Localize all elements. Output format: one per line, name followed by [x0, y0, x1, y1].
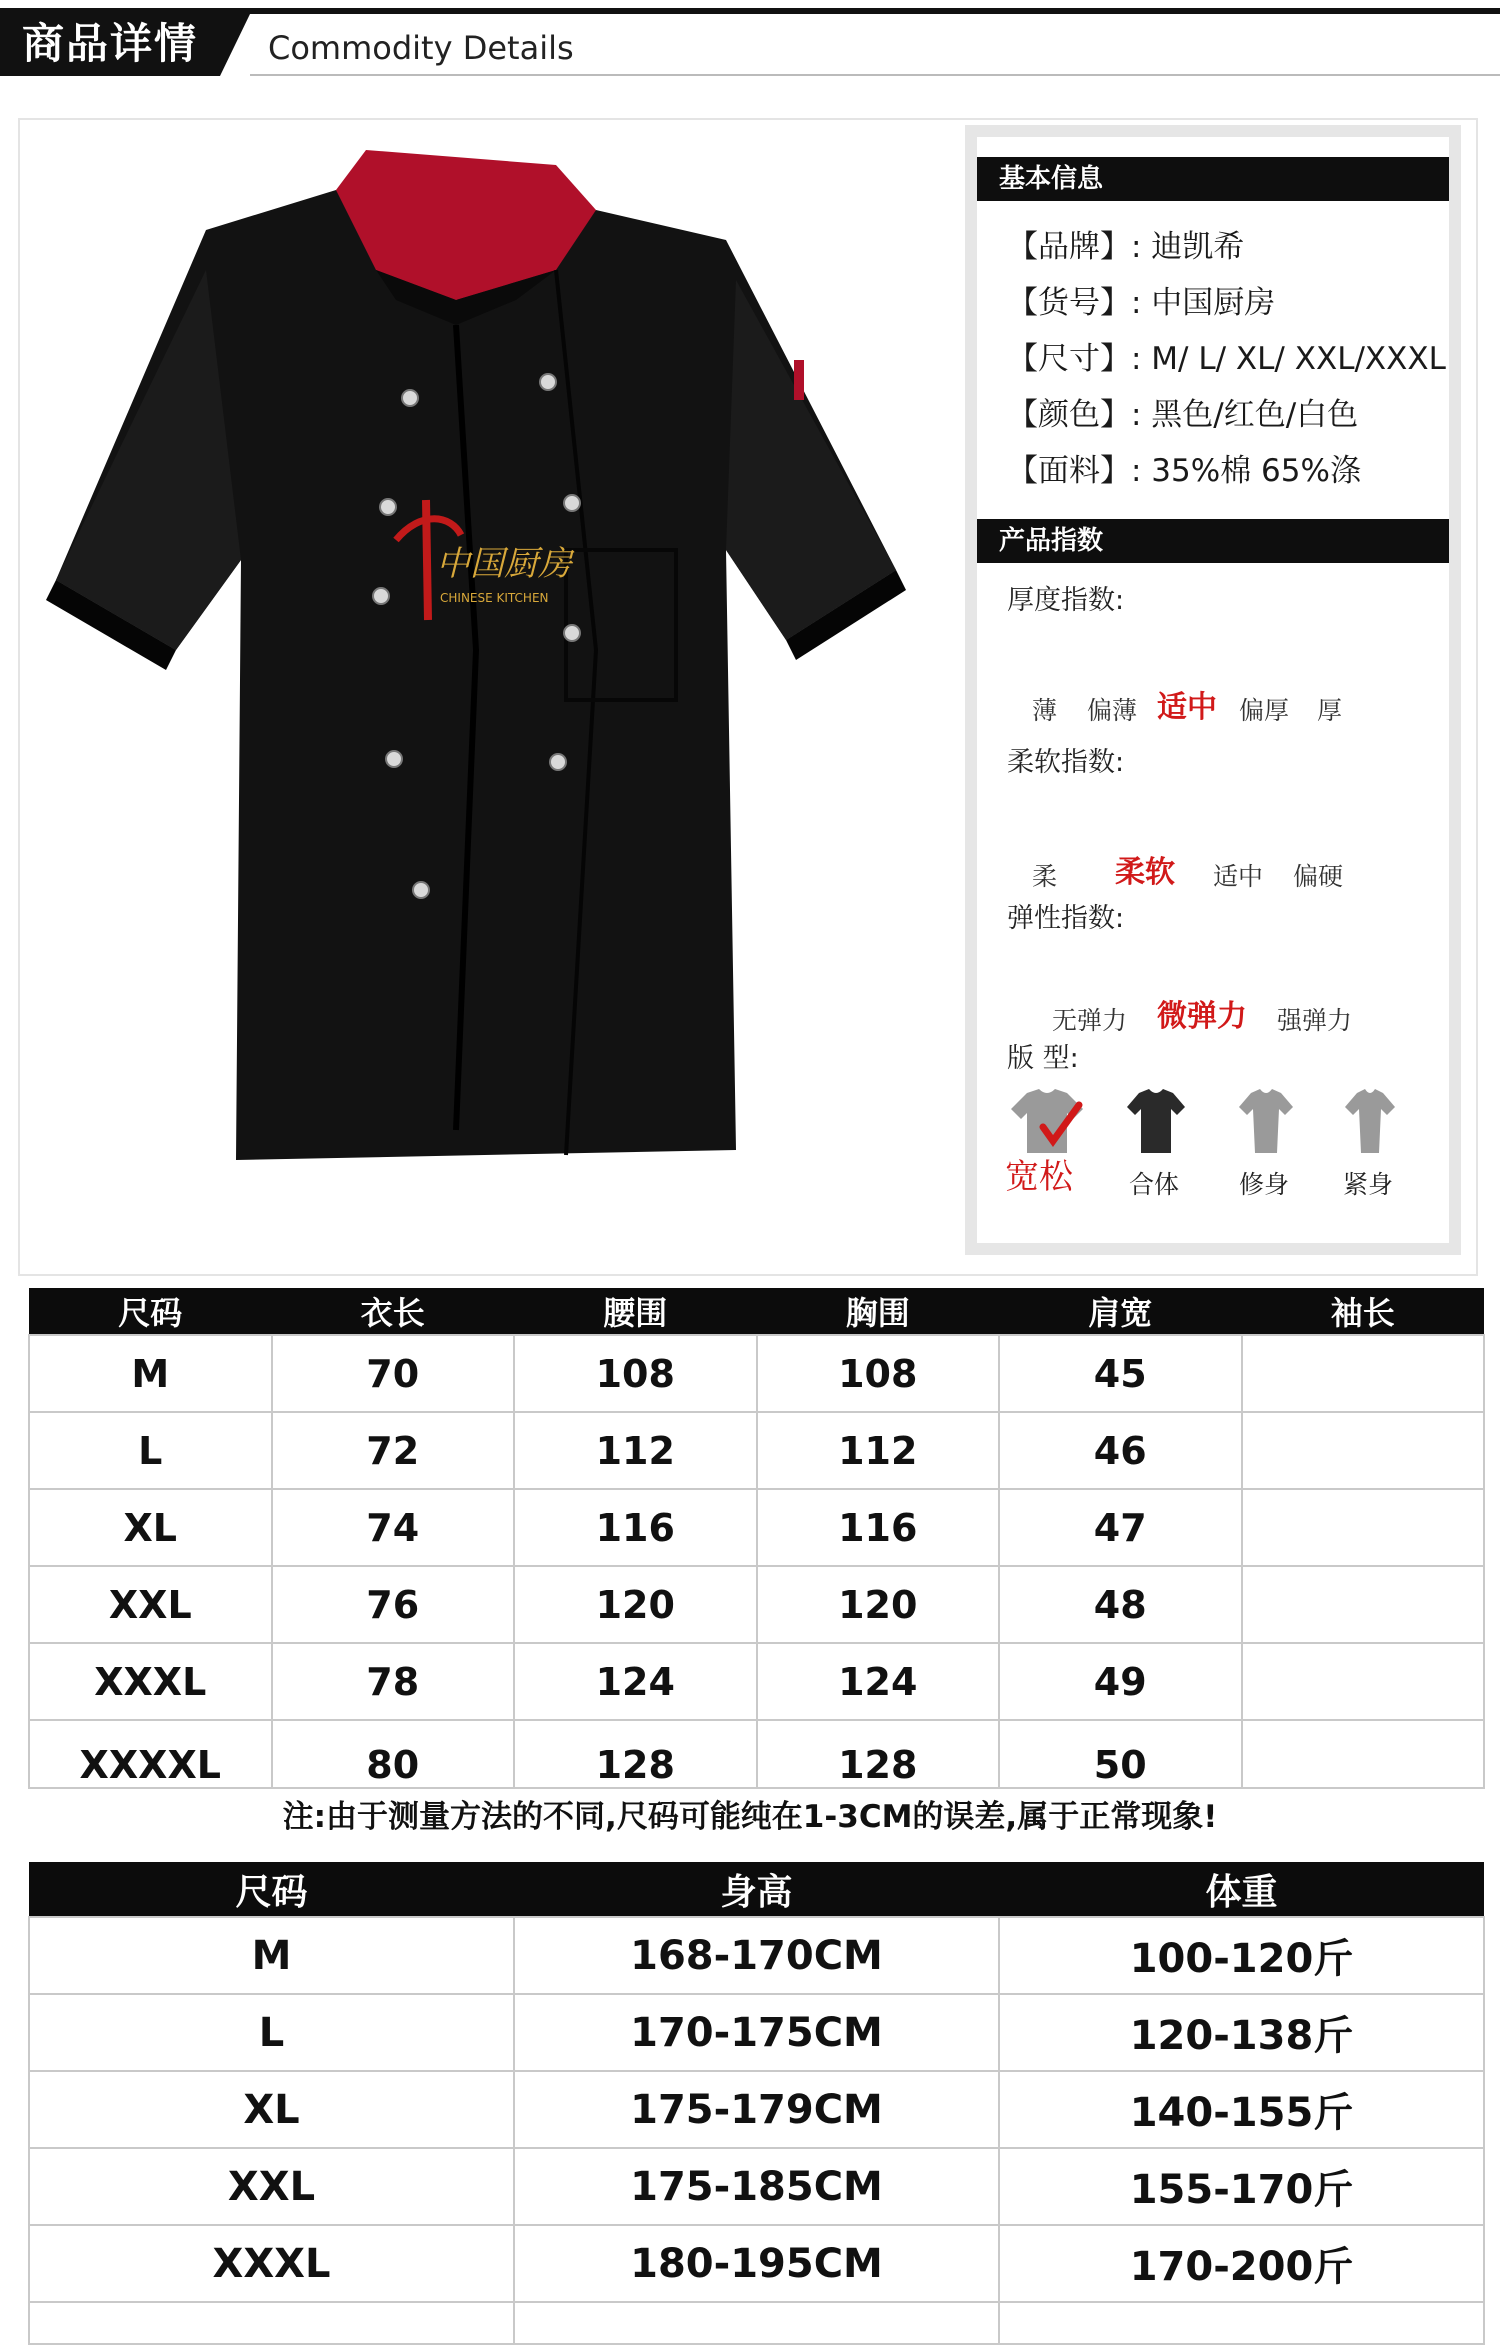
elasticity-selected: 微弹力 [1157, 999, 1247, 1034]
table-row [29, 1489, 1484, 1566]
fit-option: 合体 [1129, 1170, 1180, 1199]
softness-option: 柔 [1032, 862, 1058, 891]
table-cell: 48 [999, 1566, 1242, 1643]
table-row [29, 1917, 1484, 1994]
embroidery-logo: 中国厨房 [436, 544, 572, 584]
table-header-cell: 袖长 [1242, 1288, 1485, 1335]
table-header-cell: 身高 [514, 1862, 999, 1917]
embroidery-sub: CHINESE KITCHEN [440, 591, 549, 605]
table-cell: 78 [272, 1643, 515, 1720]
thickness-option: 薄 [1032, 696, 1058, 725]
table-row [29, 2225, 1484, 2302]
table-cell: XXXXL [29, 1720, 272, 1788]
fit-label: 版 型: [1007, 1043, 1079, 1074]
table-cell: XL [29, 2071, 514, 2148]
table-cell: 70 [272, 1335, 515, 1412]
table-row [29, 1994, 1484, 2071]
table-row-cut-off [29, 2302, 1484, 2344]
info-brand: 【品牌】: 迪凯希 [1007, 229, 1245, 265]
header-title-cn: 商品详情 [22, 19, 199, 68]
fit-option: 修身 [1239, 1170, 1290, 1199]
table-header-cell: 胸围 [757, 1288, 1000, 1335]
table-row [29, 2148, 1484, 2225]
softness-option: 适中 [1213, 862, 1264, 891]
table-cell: 112 [757, 1412, 1000, 1489]
table-header-row [29, 1288, 1484, 1335]
thickness-label: 厚度指数: [1007, 585, 1125, 616]
table-cell: 74 [272, 1489, 515, 1566]
table-cell: 175-185CM [514, 2148, 999, 2225]
table-cell: 124 [514, 1643, 757, 1720]
table-cell: 120 [514, 1566, 757, 1643]
table-cell: XL [29, 1489, 272, 1566]
table-header-cell: 尺码 [29, 1862, 514, 1917]
table-cell: 80 [272, 1720, 515, 1788]
table-cell [1242, 1566, 1485, 1643]
table-cell: XXXL [29, 1643, 272, 1720]
table-cell: 120 [757, 1566, 1000, 1643]
table-header-cell: 体重 [999, 1862, 1484, 1917]
table-cell: 116 [757, 1489, 1000, 1566]
thickness-option: 偏薄 [1087, 696, 1138, 725]
table-cell [999, 2302, 1484, 2344]
fit-selected: 宽松 [1005, 1157, 1073, 1197]
table-cell [1242, 1335, 1485, 1412]
table-row [29, 1643, 1484, 1720]
header-title-en: Commodity Details [268, 29, 574, 67]
header-top-rule [0, 8, 1500, 14]
table-cell: 46 [999, 1412, 1242, 1489]
thickness-option: 偏厚 [1239, 696, 1290, 725]
table-cell: 170-200斤 [999, 2225, 1484, 2302]
info-panel [965, 125, 1461, 1255]
softness-label: 柔软指数: [1007, 747, 1125, 778]
table-cell [1242, 1412, 1485, 1489]
table-cell: M [29, 1335, 272, 1412]
size-measurement-table [28, 1288, 1485, 1789]
header-underline [250, 74, 1500, 76]
table-cell: 124 [757, 1643, 1000, 1720]
table-cell: 128 [514, 1720, 757, 1788]
table-cell: L [29, 1994, 514, 2071]
table-cell: 120-138斤 [999, 1994, 1484, 2071]
table-cell: 168-170CM [514, 1917, 999, 1994]
table-cell: 155-170斤 [999, 2148, 1484, 2225]
tshirt-tight-icon [1339, 1087, 1401, 1157]
table-row [29, 2071, 1484, 2148]
table-cell: M [29, 1917, 514, 1994]
table-row [29, 1335, 1484, 1412]
table-cell: 72 [272, 1412, 515, 1489]
softness-selected: 柔软 [1115, 855, 1175, 890]
table-cell: XXXL [29, 2225, 514, 2302]
height-weight-table [28, 1862, 1485, 2345]
table-header-row [29, 1862, 1484, 1917]
table-cell: 112 [514, 1412, 757, 1489]
table-cell [29, 2302, 514, 2344]
table-cell: 100-120斤 [999, 1917, 1484, 1994]
table-header-cell: 腰围 [514, 1288, 757, 1335]
table-row [29, 1412, 1484, 1489]
basic-info-heading: 基本信息 [977, 157, 1449, 201]
product-photo [36, 150, 936, 1200]
table-cell: 50 [999, 1720, 1242, 1788]
elasticity-label: 弹性指数: [1007, 903, 1125, 934]
table-cell: 108 [514, 1335, 757, 1412]
table-cell: 108 [757, 1335, 1000, 1412]
info-item-no: 【货号】: 中国厨房 [1007, 285, 1276, 321]
info-fabric: 【面料】: 35%棉 65%涤 [1007, 453, 1361, 489]
table-cell [514, 2302, 999, 2344]
elasticity-option: 强弹力 [1277, 1006, 1353, 1035]
table-cell: XXL [29, 1566, 272, 1643]
chef-jacket-image [36, 150, 936, 1200]
table-cell: 180-195CM [514, 2225, 999, 2302]
measurement-note: 注:由于测量方法的不同,尺码可能纯在1-3CM的误差,属于正常现象! [282, 1799, 1218, 1835]
table-cell: 116 [514, 1489, 757, 1566]
table-cell: 140-155斤 [999, 2071, 1484, 2148]
table-cell: XXL [29, 2148, 514, 2225]
info-sizes: 【尺寸】: M/ L/ XL/ XXL/XXXL [1007, 341, 1446, 377]
table-cell [1242, 1489, 1485, 1566]
table-cell: 76 [272, 1566, 515, 1643]
elasticity-option: 无弹力 [1052, 1006, 1128, 1035]
softness-option: 偏硬 [1293, 862, 1344, 891]
thickness-option: 厚 [1317, 696, 1343, 725]
product-index-heading: 产品指数 [977, 519, 1449, 563]
tshirt-slim-icon [1235, 1087, 1297, 1157]
table-header-cell: 尺码 [29, 1288, 272, 1335]
table-cell [1242, 1720, 1485, 1788]
table-header-cell: 肩宽 [999, 1288, 1242, 1335]
table-cell: 170-175CM [514, 1994, 999, 2071]
table-cell [1242, 1643, 1485, 1720]
table-cell: 45 [999, 1335, 1242, 1412]
table-cell: 175-179CM [514, 2071, 999, 2148]
table-cell: 128 [757, 1720, 1000, 1788]
info-colors: 【颜色】: 黑色/红色/白色 [1007, 397, 1359, 433]
table-header-cell: 衣长 [272, 1288, 515, 1335]
tshirt-loose-icon [1007, 1087, 1087, 1157]
table-cell: 47 [999, 1489, 1242, 1566]
table-row [29, 1566, 1484, 1643]
table-row [29, 1720, 1484, 1788]
table-cell: L [29, 1412, 272, 1489]
fit-option: 紧身 [1343, 1170, 1394, 1199]
tshirt-regular-icon [1125, 1087, 1187, 1157]
table-cell: 49 [999, 1643, 1242, 1720]
thickness-selected: 适中 [1157, 690, 1217, 725]
